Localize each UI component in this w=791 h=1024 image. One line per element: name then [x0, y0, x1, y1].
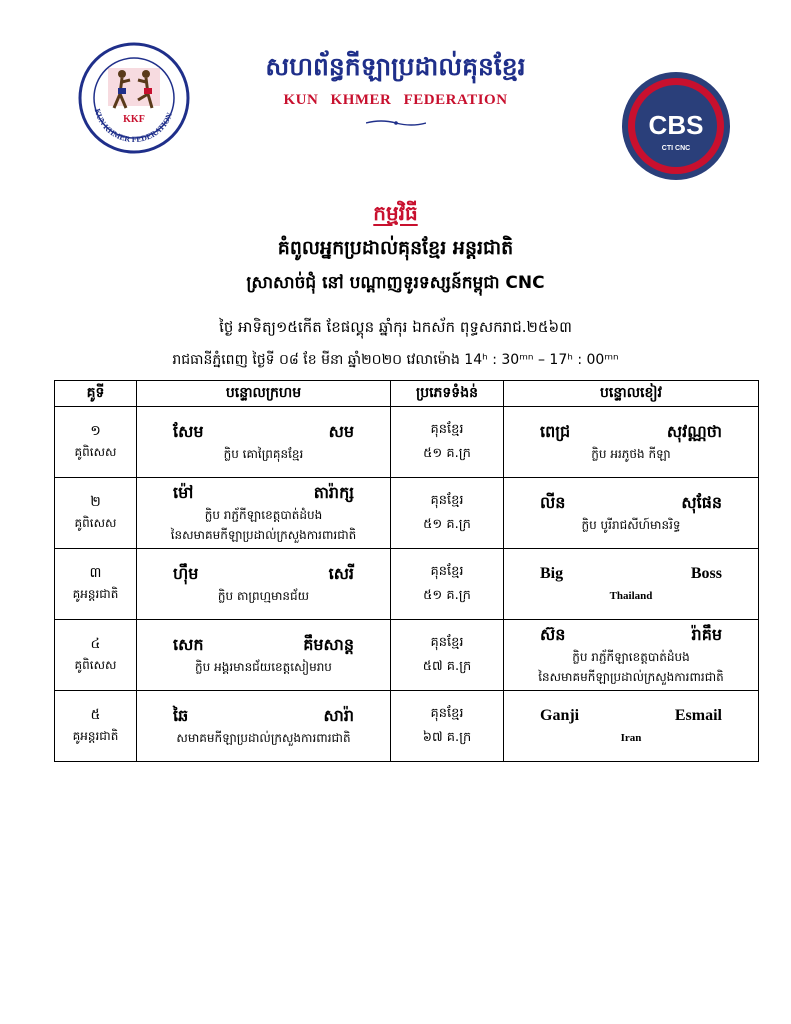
- red-fighter-name: សេក គឹមសាន្ត: [173, 635, 354, 654]
- table-row: [55, 478, 759, 549]
- blue-fighter-name: លីន សុផែន: [540, 493, 722, 512]
- red-fighter-club: ក្លិប តាព្រហ្មមានជ័យ: [217, 589, 310, 603]
- bout-cell: [55, 691, 137, 762]
- weight-class-cell: [391, 549, 504, 620]
- bout-number: ៥: [90, 707, 101, 723]
- red-fighter-name: សែម សម: [173, 422, 354, 441]
- blue-corner-cell: [504, 549, 759, 620]
- fight-weight: ៥១ គ.ក្រ: [423, 446, 471, 461]
- red-corner-cell: [137, 407, 391, 478]
- federation-title-kh: សហព័ន្ធកីឡាប្រដាល់គុនខ្មែរ: [265, 52, 526, 81]
- blue-fighter-club-line-2: នៃសមាគមកីឡាប្រដាល់ក្រសួងការពារជាតិ: [538, 670, 724, 684]
- header-bout-number: គូទី: [55, 381, 137, 407]
- kkf-logo-text: KKF: [123, 114, 145, 125]
- blue-fighter-country: Iran: [620, 732, 642, 744]
- table-row: [55, 620, 759, 691]
- fight-style: គុនខ្មែរ: [430, 564, 464, 579]
- kkf-ring-text: KUN KHMER FEDERATION: [92, 107, 175, 145]
- red-fighter-club: ក្លិប អង្គរមានជ័យខេត្តសៀមរាប: [195, 660, 332, 674]
- red-fighter-club: ក្លិប រាភ្ជ័កីឡាខេត្តបាត់ដំបង: [204, 508, 323, 522]
- bout-number: ៣: [89, 565, 102, 581]
- blue-fighter-name: ស៊ន រ៉ាគឹម: [540, 625, 722, 644]
- weight-class-cell: [391, 407, 504, 478]
- date-time-line: រាជធានីភ្នំពេញ ថ្ងៃទី ០៨ ខែ មីនា ឆ្នាំ២០២០ វេលាម៉ោង 14ʰ : 30ᵐⁿ – 17ʰ : 00ᵐⁿ: [172, 352, 619, 368]
- bout-kind: គូពិសេស: [74, 516, 117, 530]
- bout-number: ២: [90, 494, 101, 510]
- fight-weight: ៦៧ គ.ក្រ: [422, 730, 472, 745]
- bout-kind: គូពិសេស: [74, 445, 117, 459]
- blue-corner-cell: [504, 478, 759, 549]
- program-subtitle-2: ស្រាសាច់ជុំ នៅ បណ្តាញទូរទស្សន៍កម្ពុជា CNC: [246, 273, 545, 293]
- fight-style: គុនខ្មែរ: [430, 422, 464, 437]
- red-corner-cell: [137, 620, 391, 691]
- blue-corner-cell: [504, 620, 759, 691]
- fight-style: គុនខ្មែរ: [430, 635, 464, 650]
- weight-class-cell: [391, 478, 504, 549]
- bout-number: ១: [90, 423, 101, 439]
- bout-kind: គូអន្តរជាតិ: [72, 729, 119, 743]
- fight-style: គុនខ្មែរ: [430, 706, 464, 721]
- ornament-divider-icon: [366, 118, 426, 128]
- program-subtitle-1: គំពូលអ្នកប្រដាល់គុនខ្មែរ អន្តរជាតិ: [277, 237, 514, 259]
- header-blue-corner: បន្ទោលខៀវ: [504, 381, 759, 407]
- red-fighter-name: ហ៊ឹម សេរី: [173, 564, 354, 583]
- weight-class-cell: [391, 620, 504, 691]
- table-row: [55, 549, 759, 620]
- blue-corner-cell: [504, 691, 759, 762]
- cbs-logo-badges: CTI CNC: [661, 145, 691, 152]
- fight-weight: ៥១ គ.ក្រ: [423, 588, 471, 603]
- header-weight-class: ប្រភេទទំងន់: [391, 381, 504, 407]
- blue-corner-cell: [504, 407, 759, 478]
- fight-style: គុនខ្មែរ: [430, 493, 464, 508]
- bout-kind: គូអន្តរជាតិ: [72, 587, 119, 601]
- blue-fighter-club: ក្លិប រាភ្ជ័កីឡាខេត្តបាត់ដំបង: [572, 650, 690, 664]
- bout-cell: [55, 478, 137, 549]
- red-corner-cell: [137, 549, 391, 620]
- red-fighter-club: សមាគមកីឡាប្រដាល់ក្រសួងការពារជាតិ: [176, 731, 351, 745]
- blue-fighter-name: Ganji Esmail: [540, 707, 722, 724]
- bout-cell: [55, 407, 137, 478]
- red-corner-cell: [137, 478, 391, 549]
- blue-fighter-name: ពេជ្រ សុវណ្ណថា: [540, 422, 722, 441]
- blue-fighter-country: Thailand: [609, 590, 653, 602]
- fight-weight: ៥៧ គ.ក្រ: [422, 659, 472, 674]
- lunar-date-line: ថ្ងៃ អាទិត្យ១៥កើត ខែផល្គុន ឆ្នាំកុរ ឯកស័ក ពុទ្ធសករាជ.២៥៦៣: [219, 318, 572, 336]
- table-row: [55, 407, 759, 478]
- bout-cell: [55, 549, 137, 620]
- red-corner-cell: [137, 691, 391, 762]
- table-row: [55, 691, 759, 762]
- federation-title-en: KUN KHMER FEDERATION: [283, 92, 508, 108]
- fight-schedule-table: [54, 380, 759, 762]
- program-title: កម្មវិធី: [373, 201, 418, 225]
- blue-fighter-name: Big Boss: [540, 565, 722, 582]
- bout-number: ៤: [90, 636, 101, 652]
- blue-fighter-club: ក្លិប អរភូថង កីឡា: [591, 447, 671, 461]
- red-fighter-name: ម៉ៅ តារ៉ាក្ស: [173, 483, 354, 502]
- cbs-logo-text: CBS: [648, 110, 704, 140]
- bout-kind: គូពិសេស: [74, 658, 117, 672]
- weight-class-cell: [391, 691, 504, 762]
- fight-weight: ៥១ គ.ក្រ: [423, 517, 471, 532]
- red-fighter-club-line-2: នៃសមាគមកីឡាប្រដាល់ក្រសួងការពារជាតិ: [170, 528, 357, 542]
- table-header-row: [55, 381, 759, 407]
- blue-fighter-club: ក្លិប បូរីរាជសីហ៍មានរិទ្ធ: [581, 518, 681, 532]
- header-red-corner: បន្ទោលក្រហម: [137, 381, 391, 407]
- bout-cell: [55, 620, 137, 691]
- red-fighter-name: ឆៃ សារ៉ា: [173, 706, 354, 725]
- red-fighter-club: ក្លិប គោព្រៃគុនខ្មែរ: [223, 447, 304, 461]
